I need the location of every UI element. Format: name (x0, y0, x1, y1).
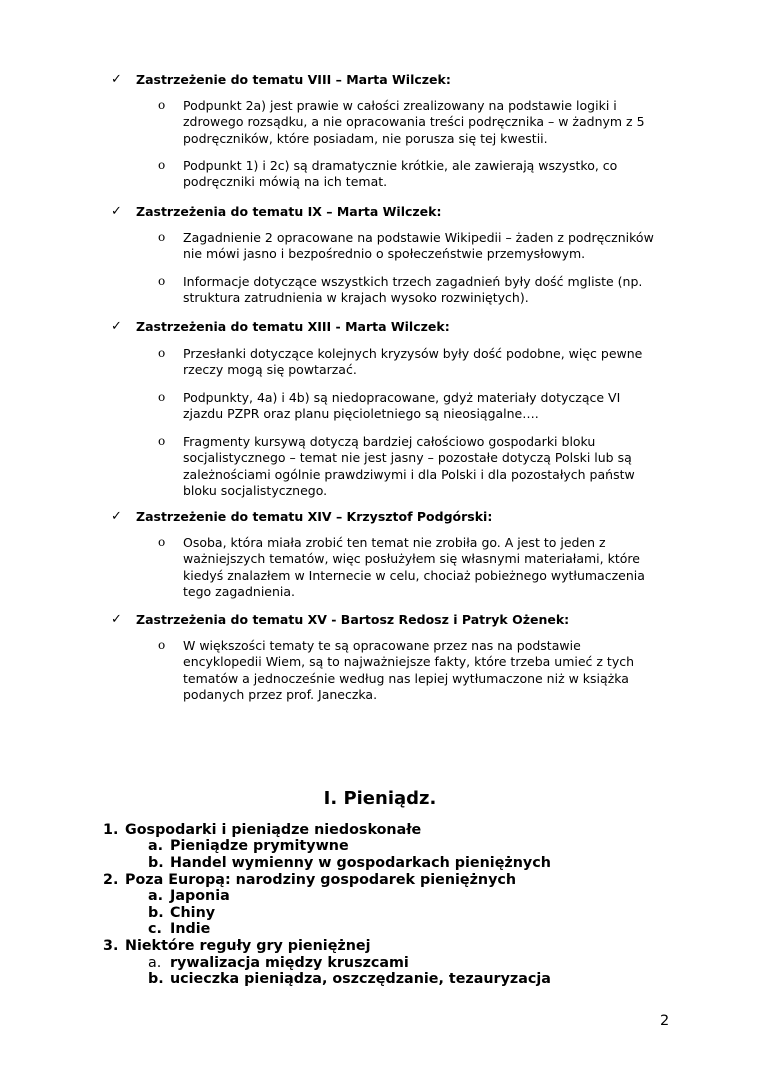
text-line: Podpunkt 1) i 2c) są dramatycznie krótkie, ale zawierają wszystko, co (183, 158, 618, 173)
text-line: zjazdu PZPR oraz planu pięcioletniego są nieosiągalne…. (183, 406, 539, 422)
text-line: W większości tematy te są opracowane przez nas na podstawie (183, 638, 581, 653)
toc-text: Indie (170, 921, 211, 937)
bullet-text (183, 434, 683, 500)
text-line: tego zagadnienia. (183, 584, 296, 600)
bullet-icon: o (158, 535, 166, 549)
text-line: Zagadnienie 2 opracowane na podstawie Wikipedii – żaden z podręczników (183, 230, 654, 245)
toc-text: Handel wymienny w gospodarkach pieniężnych (170, 855, 551, 871)
toc-text: ucieczka pieniądza, oszczędzanie, tezauryzacja (170, 971, 551, 987)
text-line: Osoba, która miała zrobić ten temat nie zrobiła go. A jest to jeden z (183, 535, 606, 550)
toc-number: a. (148, 955, 162, 971)
text-line: encyklopedii Wiem, są to najważniejsze fakty, które trzeba umieć z tych (183, 654, 635, 670)
text-line: tematów a jednocześnie według nas lepiej wytłumaczone niż w książka (183, 670, 629, 686)
toc-text: Niektóre reguły gry pieniężnej (125, 938, 371, 954)
toc-text: Pieniądze prymitywne (170, 838, 349, 854)
bullet-text (183, 274, 683, 307)
toc-number: a. (148, 838, 164, 854)
page-number: 2 (660, 1013, 670, 1029)
toc-number: 2. (103, 872, 119, 888)
bullet-text (183, 230, 683, 263)
toc-text: Chiny (170, 905, 216, 921)
text-line: ważniejszych tematów, więc posłużyłem się własnymi materiałami, które (183, 551, 640, 567)
bullet-icon: o (158, 274, 166, 288)
text-line: Informacje dotyczące wszystkich trzech zagadnień były dość mgliste (np. (183, 274, 643, 289)
text-line: podręczniki mówią na ich temat. (183, 174, 388, 190)
bullet-text (183, 390, 683, 423)
checkmark-icon: ✓ (111, 204, 122, 219)
checkmark-icon: ✓ (111, 509, 122, 524)
bullet-text (183, 98, 683, 147)
text-line: zależnościami ogólnie prawdziwymi i dla Polski i dla pozostałych państw (183, 466, 635, 482)
checkmark-icon: ✓ (111, 72, 122, 87)
toc-number: a. (148, 888, 164, 904)
text-line: podanych przez prof. Janeczka. (183, 687, 378, 703)
bullet-icon: o (158, 638, 166, 652)
text-line: kiedyś znalazłem w Internecie w celu, chociaż pobieżnego wytłumaczenia (183, 567, 645, 583)
chapter-title: I. Pieniądz. (323, 788, 437, 809)
text-line: socjalistycznego – temat nie jest jasny – pozostałe dotyczą Polski lub są (183, 450, 632, 466)
bullet-text (183, 346, 683, 379)
section-title: Zastrzeżenia do tematu XIII - Marta Wilczek: (136, 319, 450, 334)
bullet-text (183, 158, 683, 191)
toc-number: 3. (103, 938, 119, 954)
toc-text: rywalizacja między kruszcami (170, 955, 409, 971)
section-title: Zastrzeżenie do tematu XIV – Krzysztof Podgórski: (136, 509, 493, 524)
toc-text: Poza Europą: narodziny gospodarek pieniężnych (125, 872, 517, 888)
text-line: Podpunkt 2a) jest prawie w całości zrealizowany na podstawie logiki i (183, 98, 617, 113)
toc-text: Japonia (170, 888, 230, 904)
checkmark-icon: ✓ (111, 612, 122, 627)
bullet-icon: o (158, 390, 166, 404)
section-title: Zastrzeżenia do tematu IX – Marta Wilczek: (136, 204, 442, 219)
bullet-text (183, 535, 683, 601)
toc-number: b. (148, 905, 164, 921)
bullet-text (183, 638, 683, 704)
text-line: zdrowego rozsądku, a nie opracowania treści podręcznika – w żadnym z 5 (183, 114, 645, 130)
toc-number: b. (148, 971, 164, 987)
text-line: podręczników, które posiadam, nie porusza się tej kwestii. (183, 130, 548, 146)
bullet-icon: o (158, 158, 166, 172)
text-line: Fragmenty kursywą dotyczą bardziej całościowo gospodarki bloku (183, 434, 596, 449)
text-line: bloku socjalistycznego. (183, 483, 328, 499)
toc-number: c. (148, 921, 162, 937)
text-line: Podpunkty, 4a) i 4b) są niedopracowane, gdyż materiały dotyczące VI (183, 390, 621, 405)
bullet-icon: o (158, 434, 166, 448)
checkmark-icon: ✓ (111, 319, 122, 334)
bullet-icon: o (158, 230, 166, 244)
text-line: nie mówi jasno i bezpośrednio o społeczeństwie przemysłowym. (183, 246, 586, 262)
text-line: Przesłanki dotyczące kolejnych kryzysów były dość podobne, więc pewne (183, 346, 643, 361)
bullet-icon: o (158, 98, 166, 112)
toc-number: 1. (103, 822, 119, 838)
text-line: struktura zatrudnienia w krajach wysoko rozwiniętych). (183, 290, 529, 306)
text-line: rzeczy mogą się powtarzać. (183, 362, 357, 378)
toc-text: Gospodarki i pieniądze niedoskonałe (125, 822, 422, 838)
toc-number: b. (148, 855, 164, 871)
section-title: Zastrzeżenia do tematu XV - Bartosz Redosz i Patryk Ożenek: (136, 612, 570, 627)
bullet-icon: o (158, 346, 166, 360)
section-title: Zastrzeżenie do tematu VIII – Marta Wilczek: (136, 72, 451, 87)
